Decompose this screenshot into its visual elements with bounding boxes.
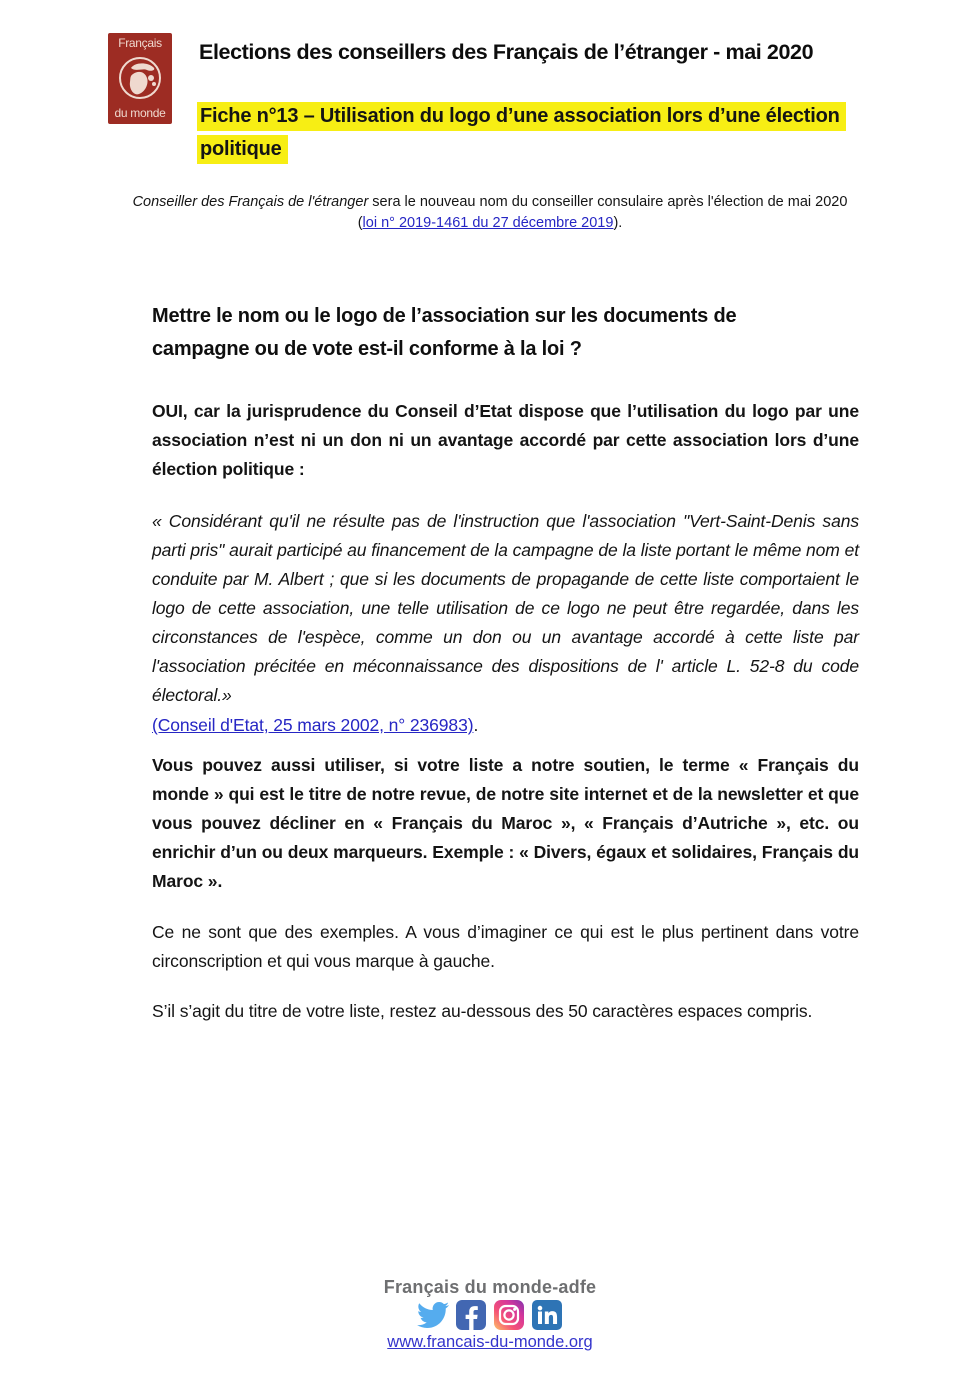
citation-period: . — [473, 715, 479, 735]
twitter-icon[interactable] — [417, 1299, 449, 1331]
paragraph-vous-pouvez: Vous pouvez aussi utiliser, si votre liste a notre soutien, le terme « Français du monde » qui est le titre de notre revue, de notre site internet et de la newsletter et que vous pouvez décliner en « Français du Maroc », « Français d’Autriche », etc. ou enrichir d’un ou deux marqueurs. Exemple : « Divers, égaux et solidaires, Français du Maroc ». — [152, 755, 859, 891]
footer-social-icons — [0, 1299, 980, 1331]
website-link[interactable]: www.francais-du-monde.org — [387, 1333, 593, 1351]
note-paren-close: ). — [613, 215, 623, 231]
intro-note-italic: Conseiller des Français de l'étranger — [132, 194, 369, 210]
facebook-icon[interactable] — [455, 1299, 487, 1331]
citation-line — [152, 711, 859, 740]
fiche-title-line2: politique — [197, 135, 288, 164]
instagram-icon[interactable] — [493, 1299, 525, 1331]
logo-text-bottom: du monde — [114, 106, 166, 120]
paragraph-exemples: Ce ne sont que des exemples. A vous d’imaginer ce qui est le plus pertinent dans votre circonscription et qui vous marque à gauche. — [152, 922, 859, 971]
paragraph-oui: OUI, car la jurisprudence du Conseil d’Etat dispose que l’utilisation du logo par une association n’est ni un don ni un avantage accordé par cette association lors d’une élection politique : — [152, 401, 859, 479]
logo-text-top: Français — [118, 36, 162, 50]
document-title: Elections des conseillers des Français de l’étranger - mai 2020 — [199, 40, 814, 64]
law-link[interactable]: loi n° 2019-1461 du 27 décembre 2019 — [362, 215, 614, 231]
fiche-title — [197, 100, 887, 166]
intro-note-line1 — [0, 192, 980, 213]
conseil-etat-link[interactable]: (Conseil d'Etat, 25 mars 2002, n° 236983) — [152, 715, 474, 735]
note-paren-open: ( — [357, 215, 363, 231]
question-heading: Mettre le nom ou le logo de l’association sur les documents de campagne ou de vote est-il conforme à la loi ? — [152, 305, 737, 360]
footer-brand: Français du monde-adfe — [383, 1277, 597, 1297]
fiche-title-line1: Fiche n°13 – Utilisation du logo d’une association lors d’une élection — [197, 102, 846, 131]
footer-link-row — [0, 1333, 980, 1352]
linkedin-icon[interactable] — [531, 1299, 563, 1331]
intro-note-line2 — [0, 213, 980, 234]
paragraph-titre-liste: S’il s’agit du titre de votre liste, restez au-dessous des 50 caractères espaces compris. — [152, 1001, 813, 1021]
francais-du-monde-logo — [108, 33, 172, 124]
globe-icon — [117, 54, 163, 102]
paragraph-quote: « Considérant qu'il ne résulte pas de l'instruction que l'association "Vert-Saint-Denis sans parti pris" aurait participé au financement de la campagne de la liste portant le même nom et conduite par M. Albert ; que si les documents de propagande de cette liste comportaient le logo de cette association, une telle utilisation de ce logo ne peut être regardée, dans les circonstances de l'espèce, comme un don ou un avantage accordé à cette liste par l'association précitée en méconnaissance des dispositions de l' article L. 52-8 du code électoral.» — [152, 511, 859, 705]
intro-note — [0, 192, 980, 234]
intro-note-text: sera le nouveau nom du conseiller consulaire après l'élection de mai 2020 — [368, 194, 848, 210]
